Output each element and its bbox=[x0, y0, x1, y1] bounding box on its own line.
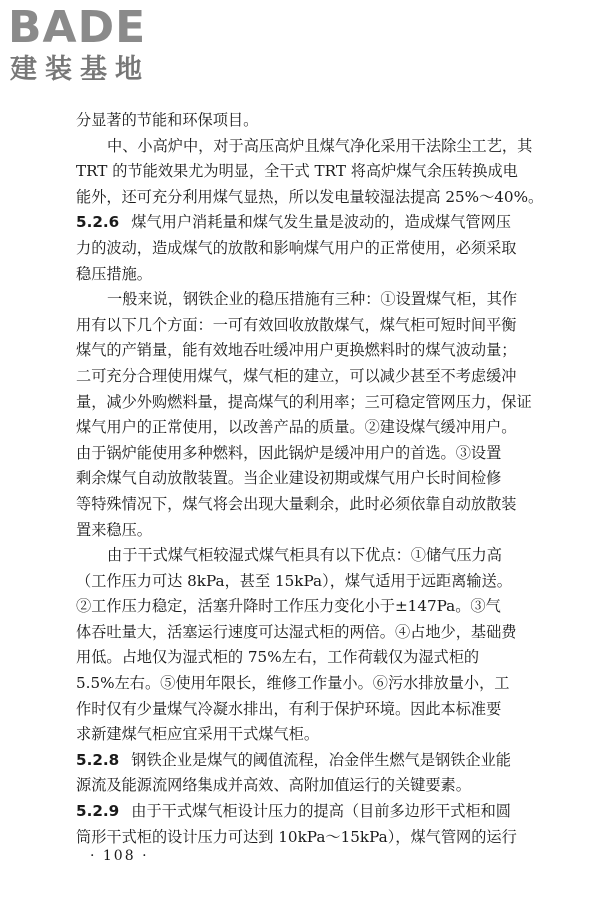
text-line bbox=[76, 569, 544, 595]
line-text: 置来稳压。 bbox=[76, 520, 152, 539]
text-line bbox=[76, 492, 544, 518]
line-text: 煤气用户消耗量和煤气发生量是波动的，造成煤气管网压 bbox=[131, 213, 511, 232]
section-number: 5.2.6 bbox=[76, 213, 120, 232]
page-number: · 108 · bbox=[90, 848, 149, 864]
text-line bbox=[76, 236, 544, 262]
text-line bbox=[76, 364, 544, 390]
page-body bbox=[76, 108, 544, 850]
line-text: TRT 的节能效果尤为明显，全干式 TRT 将高炉煤气余压转换成电 bbox=[76, 162, 518, 181]
line-text: 分显著的节能和环保项目。 bbox=[76, 111, 259, 129]
text-line bbox=[76, 773, 544, 799]
line-text: 钢铁企业是煤气的阈值流程，冶金伴生燃气是钢铁企业能 bbox=[131, 750, 511, 769]
section-line bbox=[76, 799, 544, 825]
line-text: 二可充分合理使用煤气，煤气柜的建立，可以减少甚至不考虑缓冲 bbox=[76, 366, 517, 385]
line-text: 5.5%左右。⑤使用年限长，维修工作量小。⑥污水排放量小，工 bbox=[76, 674, 510, 693]
line-text: 力的波动，造成煤气的放散和影响煤气用户的正常使用，必须采取 bbox=[76, 238, 517, 257]
text-line bbox=[76, 313, 544, 339]
line-text: 用低。占地仅为湿式柜的 75%左右，工作荷载仅为湿式柜的 bbox=[76, 648, 480, 667]
line-text: 用有以下几个方面：一可有效回收放散煤气，煤气柜可短时间平衡 bbox=[76, 315, 517, 334]
text-line bbox=[76, 722, 544, 748]
text-line bbox=[76, 415, 544, 441]
section-line bbox=[76, 748, 544, 774]
line-text: 由于锅炉能使用多种燃料，因此锅炉是缓冲用户的首选。③设置 bbox=[76, 443, 502, 462]
line-text: 求新建煤气柜应宜采用干式煤气柜。 bbox=[76, 725, 319, 744]
line-text: 由于干式煤气柜较湿式煤气柜具有以下优点：①储气压力高 bbox=[107, 546, 502, 565]
text-line bbox=[76, 134, 544, 160]
section-number: 5.2.8 bbox=[76, 750, 120, 769]
text-line bbox=[76, 594, 544, 620]
text-line bbox=[76, 466, 544, 492]
logo-subtitle: 建装基地 bbox=[10, 54, 150, 85]
text-line bbox=[76, 518, 544, 544]
line-text: 煤气的产销量，能有效地吞吐缓冲用户更换燃料时的煤气波动量； bbox=[76, 341, 517, 360]
text-line bbox=[76, 697, 544, 723]
text-line bbox=[76, 262, 544, 288]
line-text: 等特殊情况下，煤气将会出现大量剩余，此时必须依靠自动放散装 bbox=[76, 494, 517, 513]
line-text: 体吞吐量大，活塞运行速度可达湿式柜的两倍。④占地少，基础费 bbox=[76, 622, 517, 641]
line-text: 量，减少外购燃料量，提高煤气的利用率；三可稳定管网压力，保证 bbox=[76, 392, 532, 411]
text-line bbox=[76, 543, 544, 569]
line-text: 一般来说，钢铁企业的稳压措施有三种：①设置煤气柜，其作 bbox=[107, 290, 518, 309]
logo bbox=[8, 4, 178, 90]
text-line bbox=[76, 671, 544, 697]
line-text: 中、小高炉中，对于高压高炉且煤气净化采用干法除尘工艺，其 bbox=[107, 136, 533, 155]
text-line bbox=[76, 338, 544, 364]
line-text: （工作压力可达 8kPa，甚至 15kPa），煤气适用于远距离输送。 bbox=[76, 571, 512, 590]
line-text: 由于干式煤气柜设计压力的提高（目前多边形干式柜和圆 bbox=[131, 802, 511, 821]
text-line bbox=[76, 825, 544, 851]
section-number: 5.2.9 bbox=[76, 802, 120, 821]
line-text: ②工作压力稳定，活塞升降时工作压力变化小于±147Pa。③气 bbox=[76, 597, 501, 616]
text-line bbox=[76, 390, 544, 416]
text-line bbox=[76, 620, 544, 646]
text-line bbox=[76, 287, 544, 313]
line-text: 稳压措施。 bbox=[76, 264, 152, 283]
text-line bbox=[76, 108, 544, 134]
logo-wordmark: BADE bbox=[8, 2, 147, 53]
text-line bbox=[76, 645, 544, 671]
line-text: 源流及能源流网络集成并高效、高附加值运行的关键要素。 bbox=[76, 776, 471, 795]
line-text: 筒形干式柜的设计压力可达到 10kPa～15kPa），煤气管网的运行 bbox=[76, 827, 517, 846]
text-line bbox=[76, 185, 544, 211]
line-text: 煤气用户的正常使用，以改善产品的质量。②建设煤气缓冲用户。 bbox=[76, 418, 517, 437]
line-text: 能外，还可充分利用煤气显热，所以发电量较湿法提高 25%～40%。 bbox=[76, 187, 544, 206]
line-text: 剩余煤气自动放散装置。当企业建设初期或煤气用户长时间检修 bbox=[76, 469, 502, 488]
section-line bbox=[76, 210, 544, 236]
text-line bbox=[76, 159, 544, 185]
text-line bbox=[76, 441, 544, 467]
line-text: 作时仅有少量煤气冷凝水排出，有利于保护环境。因此本标准要 bbox=[76, 699, 502, 718]
